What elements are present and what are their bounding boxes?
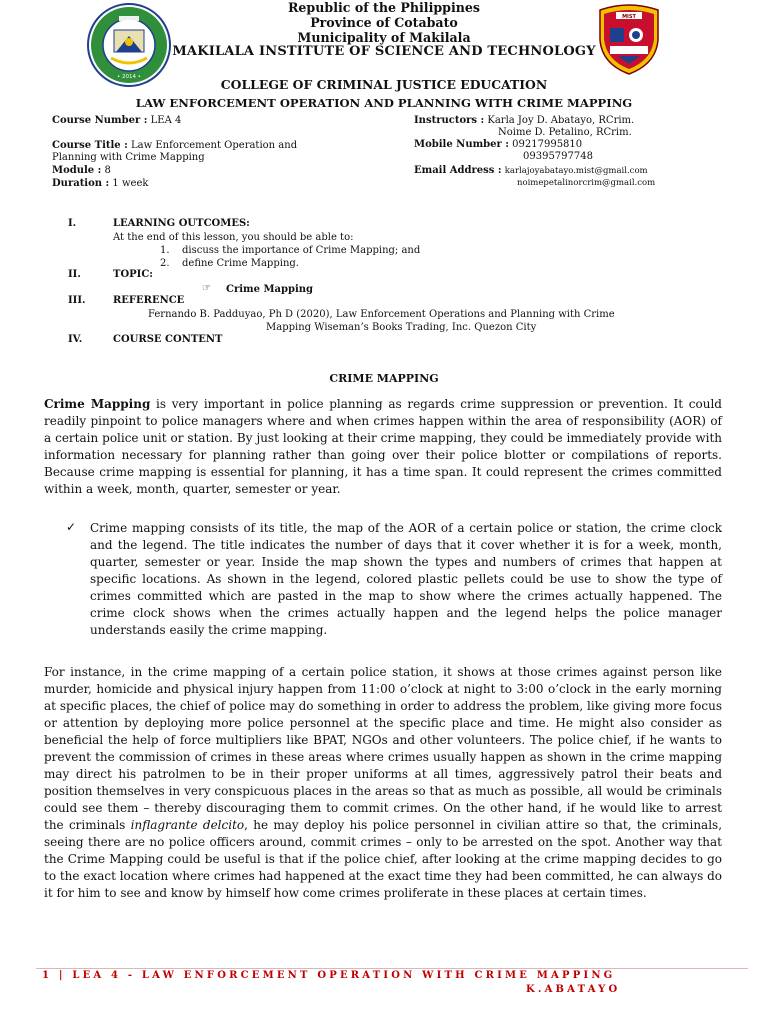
instructor-2: Noime D. Petalino, RCrim. xyxy=(498,127,632,138)
section-3-title: REFERENCE xyxy=(113,295,185,306)
mobile-row xyxy=(414,139,582,151)
course-number-value: LEA 4 xyxy=(150,115,182,126)
section-1-title: LEARNING OUTCOMES: xyxy=(113,218,250,229)
duration-label: Duration : xyxy=(52,178,110,189)
paragraph-1-lead: Crime Mapping xyxy=(44,397,151,411)
course-title-value-1: Law Enforcement Operation and xyxy=(131,140,298,151)
email-label: Email Address : xyxy=(414,165,502,176)
header-province: Province of Cotabato xyxy=(310,15,458,30)
paragraph-1-body: is very important in police planning as regards crime suppression or prevention. It could readily pinpoint to police managers where and when crimes happen within the area of responsibility (AOR) of a certain police unit or station. By just looking at their crime mapping, they could be immediately provide with information necessary for planning rather than going over their police blotter or compilations of reports. Because crime mapping is essential for planning, it has a time span. It could represent the crimes committed within a week, month, quarter, semester or year. xyxy=(44,397,722,496)
module-value: 8 xyxy=(104,165,111,176)
outcome-1: discuss the importance of Crime Mapping; and xyxy=(182,245,421,256)
email-1: karlajoyabatayo.mist@gmail.com xyxy=(504,166,648,176)
mobile-1: 09217995810 xyxy=(512,139,583,150)
bullet-paragraph: Crime mapping consists of its title, the map of the AOR of a certain police or station, the crime clock and the legend. The title indicates the number of days that it cover whether it is for a week, month, quarter, semester or year. Inside the map shown the types and numbers of crimes that happen at specific locations. As shown in the legend, colored plastic pellets could be use to show the type of crimes committed which are pasted in the map to show where the crimes actually happened. The crime clock shows when the crimes actually happen and the legend helps the police manager understands easily the crime mapping. xyxy=(90,521,722,637)
section-1-number: I. xyxy=(68,218,77,229)
footer-line-2: K.ABATAYO xyxy=(526,984,621,995)
duration-value: 1 week xyxy=(112,178,149,189)
section-2-number: II. xyxy=(68,269,81,280)
section-4-number: IV. xyxy=(68,334,83,345)
course-title-label: Course Title : xyxy=(52,140,128,151)
header-institute: MAKILALA INSTITUTE OF SCIENCE AND TECHNOLOGY xyxy=(172,44,596,59)
course-title-row xyxy=(52,140,297,152)
course-number-label: Course Number : xyxy=(52,115,148,126)
reference-line-1: Fernando B. Padduyao, Ph D (2020), Law Enforcement Operations and Planning with Crime xyxy=(148,309,615,320)
paragraph-1 xyxy=(44,396,722,498)
svg-text:MIST: MIST xyxy=(622,14,636,20)
module-row xyxy=(52,165,111,177)
instructors-label: Instructors : xyxy=(414,115,485,126)
svg-text:• 2014 •: • 2014 • xyxy=(117,74,141,80)
section-2-title: TOPIC: xyxy=(113,269,153,280)
instructors-row xyxy=(414,115,634,127)
instructor-1: Karla Joy D. Abatayo, RCrim. xyxy=(487,115,635,126)
header-republic: Republic of the Philippines xyxy=(287,0,481,15)
course-title-value-2: Planning with Crime Mapping xyxy=(52,152,205,163)
pointing-hand-icon: ☞ xyxy=(202,283,211,294)
paragraph-2-part-b: , he may deploy his police personnel in civilian attire so that, the criminals, seeing there are no police officers around, commit crimes – only to be arrested on the spot. Another way that the Crime Mapping could be useful is that if the police chief, after looking at the crime mapping decides to go to the exact location where crimes had happened at the exact time they had been committed, he can always do it for him to see and know by himself how come crimes proliferate in these places at certain times. xyxy=(44,818,723,900)
module-label: Module : xyxy=(52,165,102,176)
college-name: COLLEGE OF CRIMINAL JUSTICE EDUCATION xyxy=(220,77,548,92)
course-heading: LAW ENFORCEMENT OPERATION AND PLANNING WITH CRIME MAPPING xyxy=(135,96,633,110)
outcome-1-number: 1. xyxy=(160,245,170,256)
content-title: CRIME MAPPING xyxy=(329,372,439,385)
paragraph-2-part-a: For instance, in the crime mapping of a certain police station, it shows at those crimes against person like murder, homicide and physical injury happen from 11:00 o’clock at night to 3:00 o’clock in the early morning at specific places, the chief of police may do something in order to address the problem, like giving more focus or attention by deploying more police personnel at the specific place and time. He might also consider as beneficial the help of force multipliers like BPAT, NGOs and other volunteers. The police chief, if he wants to prevent the commission of crimes in these areas where crimes usually happen as shown in the crime mapping may direct his patrolmen to be in their proper uniforms at all times, aggressively patrol their beats and position themselves in very conspicuous places in the areas so that as much as possible, all would be criminals could see them – thereby discouraging them to commit crimes. On the other hand, if he would like to arrest the criminals xyxy=(44,665,722,832)
header-municipality: Municipality of Makilala xyxy=(297,30,471,45)
paragraph-2 xyxy=(44,664,722,902)
duration-row xyxy=(52,178,148,190)
section-1-intro: At the end of this lesson, you should be able to: xyxy=(113,232,354,243)
mobile-2: 09395797748 xyxy=(523,151,593,162)
paragraph-2-italic: inflagrante delcito xyxy=(130,818,245,832)
reference-line-2: Mapping Wiseman’s Books Trading, Inc. Quezon City xyxy=(266,322,537,333)
outcome-2: define Crime Mapping. xyxy=(182,258,299,269)
email-row xyxy=(414,165,648,177)
course-number-row xyxy=(52,115,181,127)
footer-divider xyxy=(36,968,748,969)
topic-value: Crime Mapping xyxy=(226,284,314,295)
footer-line-1: 1 | LEA 4 - LAW ENFORCEMENT OPERATION WITH CRIME MAPPING xyxy=(42,970,616,981)
section-3-number: III. xyxy=(68,295,86,306)
section-4-title: COURSE CONTENT xyxy=(113,334,223,345)
checkmark-icon: ✓ xyxy=(66,520,77,534)
outcome-2-number: 2. xyxy=(160,258,170,269)
email-2: noimepetalinorcrim@gmail.com xyxy=(517,178,656,188)
mobile-label: Mobile Number : xyxy=(414,139,509,150)
